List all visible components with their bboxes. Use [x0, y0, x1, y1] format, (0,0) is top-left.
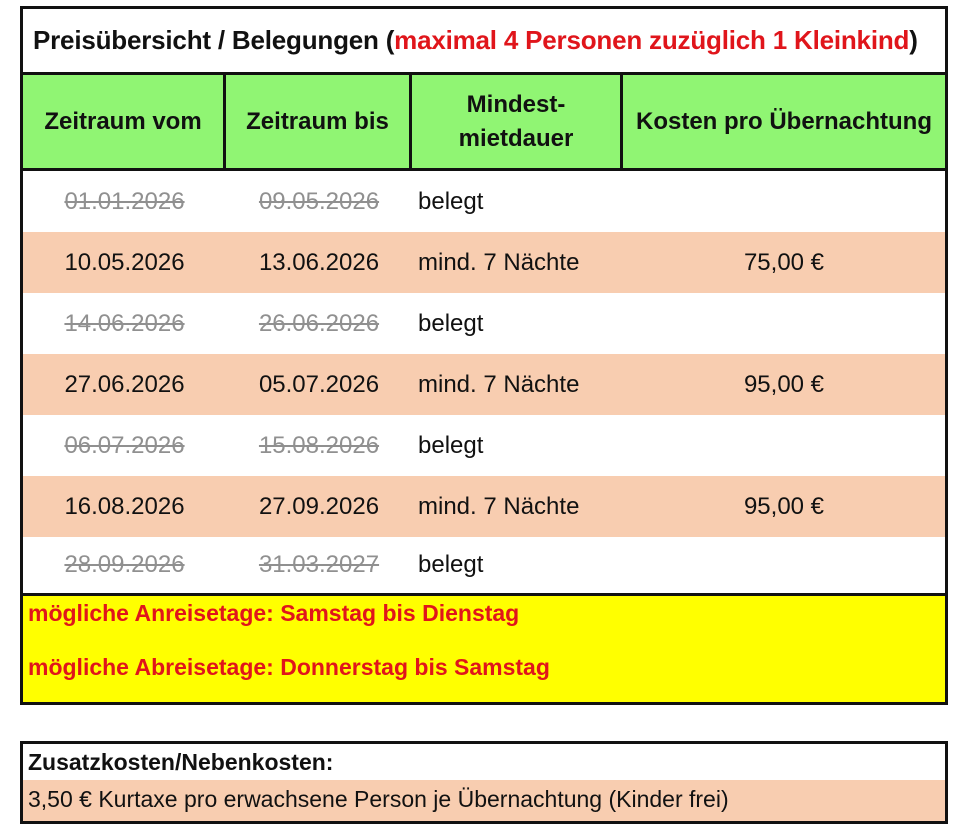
cell-price [623, 415, 945, 476]
header-from: Zeitraum vom [23, 75, 226, 168]
table-row [23, 293, 945, 354]
table-row [23, 354, 945, 415]
title-main: Preisübersicht / Belegungen ( [33, 25, 395, 55]
cell-price: 75,00 € [743, 248, 825, 276]
cell-to: 26.06.2026 [258, 309, 380, 337]
header-min-line2: mietdauer [458, 124, 574, 152]
table-row [23, 232, 945, 293]
header-row [23, 75, 945, 171]
cell-price: 95,00 € [743, 492, 825, 520]
extra-costs-box [20, 741, 948, 824]
header-to: Zeitraum bis [226, 75, 412, 168]
table-row [23, 171, 945, 232]
cell-to: 05.07.2026 [258, 370, 380, 398]
price-table [20, 6, 948, 705]
arrival-days: mögliche Anreisetage: Samstag bis Dienstag [28, 600, 520, 626]
table-row [23, 415, 945, 476]
title-highlight: maximal 4 Personen zuzüglich 1 Kleinkind [394, 25, 910, 55]
table-row [23, 476, 945, 537]
cell-to: 31.03.2027 [258, 551, 380, 578]
cell-info: belegt [418, 309, 484, 337]
cell-price [623, 293, 945, 354]
cell-info: mind. 7 Nächte [418, 370, 580, 398]
header-min-line1: Mindest- [466, 90, 566, 118]
cell-from: 06.07.2026 [64, 431, 185, 459]
cell-info: mind. 7 Nächte [418, 248, 580, 276]
extra-costs-heading: Zusatzkosten/Nebenkosten: [23, 744, 945, 780]
cell-to: 27.09.2026 [258, 492, 380, 520]
cell-info: mind. 7 Nächte [418, 492, 580, 520]
cell-to: 09.05.2026 [258, 187, 380, 215]
header-price: Kosten pro Übernachtung [635, 107, 932, 135]
table-row [23, 537, 945, 593]
cell-price [623, 171, 945, 232]
cell-from: 10.05.2026 [64, 248, 185, 276]
cell-price [623, 537, 945, 593]
departure-days: mögliche Abreisetage: Donnerstag bis Samstag [28, 654, 550, 680]
cell-from: 16.08.2026 [64, 492, 185, 520]
cell-to: 15.08.2026 [258, 431, 380, 459]
title-close: ) [909, 25, 918, 55]
cell-from: 14.06.2026 [64, 309, 185, 337]
extra-costs-line: 3,50 € Kurtaxe pro erwachsene Person je Übernachtung (Kinder frei) [23, 780, 945, 821]
arrival-departure-notes [23, 593, 945, 702]
cell-info: belegt [418, 551, 484, 578]
header-min-stay [412, 75, 623, 168]
cell-from: 27.06.2026 [64, 370, 185, 398]
cell-from: 28.09.2026 [64, 551, 185, 578]
cell-to: 13.06.2026 [258, 248, 380, 276]
cell-from: 01.01.2026 [64, 187, 185, 215]
cell-price: 95,00 € [743, 370, 825, 398]
cell-info: belegt [418, 187, 484, 215]
cell-info: belegt [418, 431, 484, 459]
table-title [23, 9, 945, 75]
